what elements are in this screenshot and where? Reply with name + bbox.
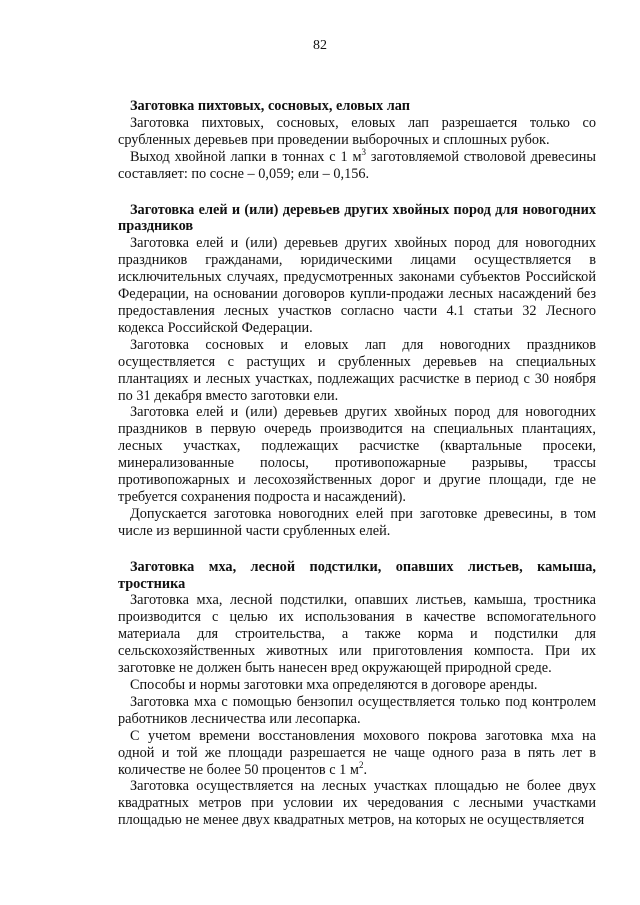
paragraph-text: заготовляемой стволовой древесины составляет: по сосне – 0,059; ели – 0,156. <box>118 148 596 182</box>
paragraph: Допускается заготовка новогодних елей при заготовке древесины, в том числе из вершинной части срубленных елей. <box>118 505 596 539</box>
section-fir-branches <box>118 98 596 183</box>
paragraph <box>118 728 596 779</box>
paragraph: Заготовка пихтовых, сосновых, еловых лап разрешается только со срубленных деревьев при проведении выборочных и сплошных рубок. <box>118 114 596 148</box>
section-title: Заготовка пихтовых, сосновых, еловых лап <box>130 98 410 114</box>
paragraph: Способы и нормы заготовки мха определяются в договоре аренды. <box>130 677 538 693</box>
paragraph: Заготовка елей и (или) деревьев других хвойных пород для новогодних праздников в первую очередь производится на специальных плантациях, лесных участках, подлежащих расчистке (квартальные просеки, минерализованные полосы, противопожарные разрывы, трассы противопожарных и лесохозяйственных дорог и другие площади, где не требуется сохранения подроста и насаждений). <box>118 404 596 505</box>
page-number: 82 <box>313 38 327 53</box>
section-title: Заготовка мха, лесной подстилки, опавших листьев, камыша, тростника <box>118 558 596 592</box>
paragraph-text: . <box>363 761 368 778</box>
paragraph <box>118 146 596 183</box>
paragraph: Заготовка елей и (или) деревьев других хвойных пород для новогодних праздников гражданами, юридическими лицами осуществляется в исключительных случаях, предусмотренных законами субъектов Российской Федерации, на основании договоров купли-продажи лесных насаждений без предоставления лесных участков согласно части 4.1 статьи 32 Лесного кодекса Российской Федерации. <box>118 235 596 336</box>
superscript: 3 <box>361 146 366 157</box>
paragraph-text: С учетом времени восстановления мохового покрова заготовка мха на одной и той же площади разрешается не чаще одного раза в пять лет в количестве не более 50 процентов с 1 м <box>118 727 596 778</box>
section-new-year-trees <box>118 202 596 540</box>
superscript: 2 <box>358 759 364 770</box>
paragraph-text: Выход хвойной лапки в тоннах с 1 м <box>130 148 362 165</box>
section-moss-litter <box>118 559 596 830</box>
paragraph: Заготовка осуществляется на лесных участках площадью не более двух квадратных метров при условии их чередования с лесными участками площадью не менее двух квадратных метров, на которых не осуществляется <box>118 778 596 829</box>
paragraph: Заготовка мха, лесной подстилки, опавших листьев, камыша, тростника производится с целью их использования в качестве вспомогательного материала для строительства, а также корма и подстилки для сельскохозяйственных животных или приготовления компоста. При их заготовке не должен быть нанесен вред окружающей природной среде. <box>118 592 596 677</box>
paragraph: Заготовка сосновых и еловых лап для новогодних праздников осуществляется с растущих и срубленных деревьев на специальных плантациях и лесных участках, подлежащих расчистке в период с 30 ноября по 31 декабря вместо заготовки ели. <box>118 336 596 404</box>
section-title: Заготовка елей и (или) деревьев других хвойных пород для новогодних праздников <box>118 201 596 235</box>
document-body <box>118 98 596 829</box>
paragraph: Заготовка мха с помощью бензопил осуществляется только под контролем работников лесничества или лесопарка. <box>118 693 596 727</box>
